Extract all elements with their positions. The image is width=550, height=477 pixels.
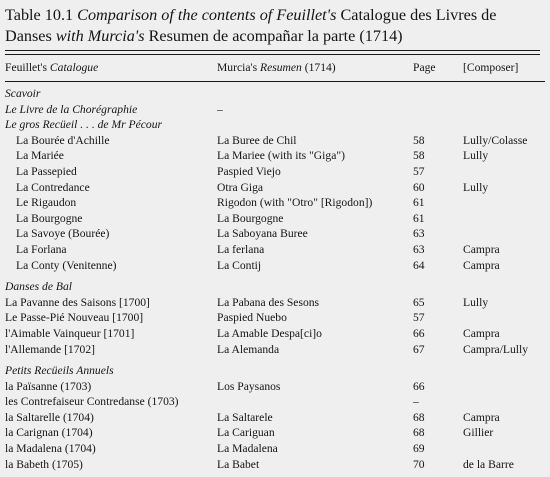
cell-page: – bbox=[413, 395, 419, 409]
header-murcia: Murcia's Resumen (1714) bbox=[217, 61, 336, 74]
table-row bbox=[5, 326, 545, 342]
cell-page: 68 bbox=[413, 410, 425, 424]
cell-composer: Campra bbox=[463, 410, 500, 424]
cell-composer bbox=[463, 164, 545, 180]
cell-feuillet-title: l'Aimable Vainqueur [1701] bbox=[5, 326, 135, 340]
table-row bbox=[5, 102, 545, 118]
cell-composer bbox=[463, 211, 545, 227]
cell-feuillet-title: La Mariée bbox=[16, 149, 64, 163]
cell-composer bbox=[463, 102, 545, 118]
section-heading: Petits Recüeils Annuels bbox=[5, 364, 114, 378]
cell-murcia-title: La Bourgogne bbox=[217, 211, 284, 225]
cell-page: 70 bbox=[413, 457, 425, 471]
cell-murcia-title: – bbox=[217, 102, 223, 116]
table-row bbox=[5, 310, 545, 326]
cell-murcia-title bbox=[217, 394, 413, 410]
table-row bbox=[5, 242, 545, 258]
cell-page: 57 bbox=[413, 311, 425, 325]
cell-feuillet-title: La Forlana bbox=[16, 242, 67, 256]
cell-page: 65 bbox=[413, 295, 425, 309]
cell-murcia-title: La Saltarele bbox=[217, 410, 273, 424]
cell-feuillet-title: La Bourgogne bbox=[16, 211, 83, 225]
cell-page: 61 bbox=[413, 211, 425, 225]
cell-murcia-title: La Buree de Chil bbox=[217, 133, 297, 147]
header-composer: [Composer] bbox=[463, 61, 519, 74]
table-row bbox=[5, 258, 545, 274]
cell-composer bbox=[463, 310, 545, 326]
title-line-2: Danses with Murcia's Resumen de acompañar la parte (1714) bbox=[5, 27, 403, 45]
cell-feuillet-title: la Carignan (1704) bbox=[5, 426, 93, 440]
cell-composer: Lully bbox=[463, 295, 489, 309]
table-row bbox=[5, 394, 545, 410]
table-row bbox=[5, 379, 545, 395]
cell-feuillet-title: la Babeth (1705) bbox=[5, 457, 83, 471]
cell-murcia-title: La Saboyana Buree bbox=[217, 227, 308, 241]
cell-feuillet-title: la Saltarelle (1704) bbox=[5, 410, 94, 424]
cell-page: 67 bbox=[413, 342, 425, 356]
cell-page bbox=[413, 102, 463, 118]
cell-feuillet-title: La Conty (Venitenne) bbox=[16, 258, 117, 272]
cell-feuillet-title: Le Livre de la Chorégraphie bbox=[5, 102, 138, 116]
section-heading-row bbox=[5, 363, 545, 379]
cell-composer bbox=[463, 226, 545, 242]
cell-composer: Campra bbox=[463, 326, 500, 340]
cell-murcia-title: Los Paysanos bbox=[217, 379, 281, 393]
cell-murcia-title: Paspied Viejo bbox=[217, 164, 281, 178]
cell-feuillet-title: La Pavanne des Saisons [1700] bbox=[5, 295, 150, 309]
cell-feuillet-title: les Contrefaiseur Contredanse (1703) bbox=[5, 395, 179, 409]
section-heading-row bbox=[5, 279, 545, 295]
cell-feuillet-title: La Passepied bbox=[16, 164, 77, 178]
table-row bbox=[5, 410, 545, 426]
cell-murcia-title: La Madalena bbox=[217, 442, 278, 456]
section-heading: Scavoir bbox=[5, 87, 41, 100]
cell-feuillet-title: la Païsanne (1703) bbox=[5, 379, 92, 393]
table-row bbox=[5, 164, 545, 180]
table-row bbox=[5, 133, 545, 149]
cell-murcia-title: La Cariguan bbox=[217, 426, 275, 440]
cell-feuillet-title: l'Allemande [1702] bbox=[5, 342, 95, 356]
table-row bbox=[5, 211, 545, 227]
table-row bbox=[5, 180, 545, 196]
table-row bbox=[5, 195, 545, 211]
cell-page: 64 bbox=[413, 258, 425, 272]
title-line-1: Table 10.1 Comparison of the contents of Feuillet's Catalogue des Livres de bbox=[5, 6, 497, 24]
cell-feuillet-title: Le Passe-Pié Nouveau [1700] bbox=[5, 311, 144, 325]
cell-composer bbox=[463, 394, 545, 410]
comparison-table bbox=[5, 55, 545, 472]
section-heading-row bbox=[5, 86, 545, 102]
cell-murcia-title: Rigodon (with "Otro" [Rigodon]) bbox=[217, 196, 373, 210]
cell-page: 63 bbox=[413, 242, 425, 256]
cell-page: 68 bbox=[413, 426, 425, 440]
cell-composer: Gillier bbox=[463, 426, 494, 440]
header-page: Page bbox=[413, 61, 436, 74]
header-feuillet: Feuillet's Catalogue bbox=[5, 61, 99, 74]
cell-page: 58 bbox=[413, 149, 425, 163]
table-title bbox=[5, 5, 540, 47]
cell-murcia-title bbox=[217, 117, 413, 133]
table-row bbox=[5, 425, 545, 441]
cell-composer: de la Barre bbox=[463, 457, 514, 471]
table-body bbox=[5, 82, 545, 473]
cell-composer: Campra/Lully bbox=[463, 342, 529, 356]
cell-composer: Lully bbox=[463, 180, 489, 194]
cell-murcia-title: La Alemanda bbox=[217, 342, 280, 356]
table-header-row bbox=[5, 55, 545, 82]
cell-composer bbox=[463, 117, 545, 133]
cell-murcia-title: La Contij bbox=[217, 258, 262, 272]
cell-composer bbox=[463, 441, 545, 457]
table-row bbox=[5, 441, 545, 457]
cell-feuillet-title: La Bourée d'Achille bbox=[16, 133, 110, 147]
cell-page: 66 bbox=[413, 326, 425, 340]
cell-page: 63 bbox=[413, 227, 425, 241]
cell-murcia-title: La Pabana des Sesons bbox=[217, 295, 320, 309]
cell-feuillet-title: La Contredance bbox=[16, 180, 90, 194]
cell-composer: Campra bbox=[463, 242, 500, 256]
table-row bbox=[5, 342, 545, 358]
cell-feuillet-title: La Savoye (Bourée) bbox=[16, 227, 110, 241]
cell-composer bbox=[463, 195, 545, 211]
cell-page: 61 bbox=[413, 196, 425, 210]
cell-murcia-title: Paspied Nuebo bbox=[217, 311, 287, 325]
cell-page: 66 bbox=[413, 379, 425, 393]
cell-composer bbox=[463, 379, 545, 395]
cell-feuillet-title: la Madalena (1704) bbox=[5, 442, 96, 456]
table-row bbox=[5, 117, 545, 133]
cell-composer: Lully bbox=[463, 149, 489, 163]
section-heading: Danses de Bal bbox=[5, 280, 72, 294]
cell-page bbox=[413, 117, 463, 133]
cell-page: 57 bbox=[413, 164, 425, 178]
table-row bbox=[5, 457, 545, 473]
cell-feuillet-title: Le Rigaudon bbox=[16, 196, 77, 210]
cell-murcia-title: La Amable Despa[ci]o bbox=[217, 326, 322, 340]
cell-murcia-title: La Babet bbox=[217, 457, 260, 471]
cell-page: 60 bbox=[413, 180, 425, 194]
cell-composer: Campra bbox=[463, 258, 500, 272]
table-row bbox=[5, 148, 545, 164]
cell-composer: Lully/Colasse bbox=[463, 133, 528, 147]
table-row bbox=[5, 226, 545, 242]
table-row bbox=[5, 295, 545, 311]
cell-murcia-title: La Mariee (with its "Giga") bbox=[217, 149, 345, 163]
cell-page: 69 bbox=[413, 442, 425, 456]
cell-feuillet-title: Le gros Recüeil . . . de Mr Pécour bbox=[5, 118, 163, 132]
cell-murcia-title: La ferlana bbox=[217, 242, 265, 256]
cell-murcia-title: Otra Giga bbox=[217, 180, 264, 194]
cell-page: 58 bbox=[413, 133, 425, 147]
